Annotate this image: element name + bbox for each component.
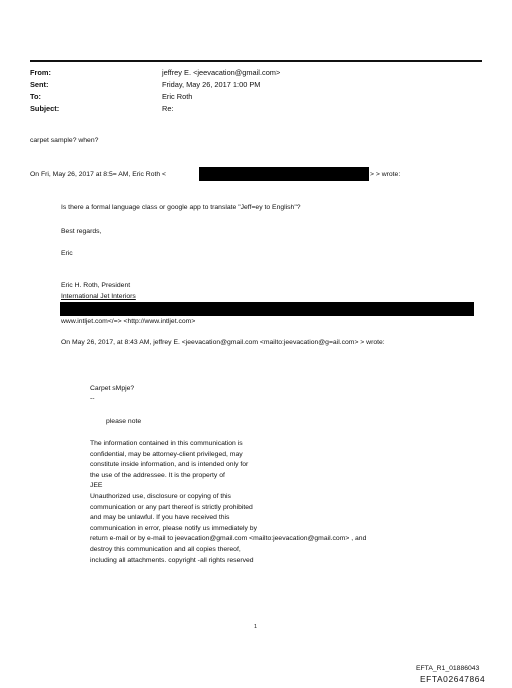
disclaimer-line: and may be unlawful. If you have received this xyxy=(90,514,230,522)
disclaimer-line: Unauthorized use, disclosure or copying of this xyxy=(90,492,231,500)
disclaimer-line: return e-mail or by e-mail to jeevacation@gmail.com <mailto:jeevacation@gmail.com> , and xyxy=(90,535,367,543)
disclaimer-line: communication in error, please notify us immediately by xyxy=(90,524,257,532)
to-row xyxy=(30,91,482,103)
website-line: www.intljet.com</=> <http://www.intljet.com> xyxy=(61,318,196,325)
disclaimer-block xyxy=(90,439,366,566)
reply1-intro: On Fri, May 26, 2017 at 8:5= AM, Eric Roth < xyxy=(30,171,167,178)
disclaimer-line: including all attachments. copyright -all rights reserved xyxy=(90,556,254,564)
carpet-line: Carpet sMpje? xyxy=(90,385,135,392)
disclaimer-line: JEE xyxy=(90,482,103,490)
from-label: From: xyxy=(30,68,51,77)
body-line-carpet-sample: carpet sample? when? xyxy=(30,137,99,144)
sent-value: Friday, May 26, 2017 1:00 PM xyxy=(162,80,261,89)
sign-line: Eric xyxy=(61,250,73,257)
signature-company: International Jet Interiors xyxy=(61,293,136,300)
regards-line: Best regards, xyxy=(61,228,102,235)
redaction-bar xyxy=(199,167,369,181)
dashes-line: -- xyxy=(90,395,95,402)
page-number: 1 xyxy=(254,624,258,630)
redaction-bar xyxy=(60,302,474,316)
disclaimer-line: constitute inside information, and is intended only for xyxy=(90,461,249,469)
subject-label: Subject: xyxy=(30,104,60,113)
reply1-end: > > wrote: xyxy=(370,171,401,178)
from-row xyxy=(30,67,482,79)
subject-row xyxy=(30,103,482,115)
disclaimer-line: the use of the addressee. It is the property of xyxy=(90,471,225,479)
to-value: Eric Roth xyxy=(162,92,193,101)
signature-name: Eric H. Roth, President xyxy=(61,282,131,289)
sent-label: Sent: xyxy=(30,80,49,89)
subject-value: Re: xyxy=(162,104,174,113)
disclaimer-line: communication or any part thereof is strictly prohibited xyxy=(90,503,253,511)
header-rule xyxy=(30,60,482,62)
reply2-intro: On May 26, 2017, at 8:43 AM, jeffrey E. <jeevacation@gmail.com <mailto:jeevacation@g=ail.com> > wrote: xyxy=(61,339,385,346)
note-line: please note xyxy=(106,418,142,425)
from-value: jeffrey E. <jeevacation@gmail.com> xyxy=(162,68,281,77)
sent-row xyxy=(30,79,482,91)
disclaimer-line: destroy this communication and all copies thereof, xyxy=(90,545,241,553)
efta-ref-large: EFTA02647864 xyxy=(420,674,486,684)
disclaimer-line: confidential, may be attorney-client privileged, may xyxy=(90,450,243,458)
to-label: To: xyxy=(30,92,41,101)
efta-ref-small: EFTA_R1_01886043 xyxy=(416,665,480,672)
disclaimer-line: The information contained in this communication is xyxy=(90,440,243,447)
email-header xyxy=(30,67,482,115)
question-line: Is there a formal language class or google app to translate "Jeff=ey to English"? xyxy=(61,204,301,211)
